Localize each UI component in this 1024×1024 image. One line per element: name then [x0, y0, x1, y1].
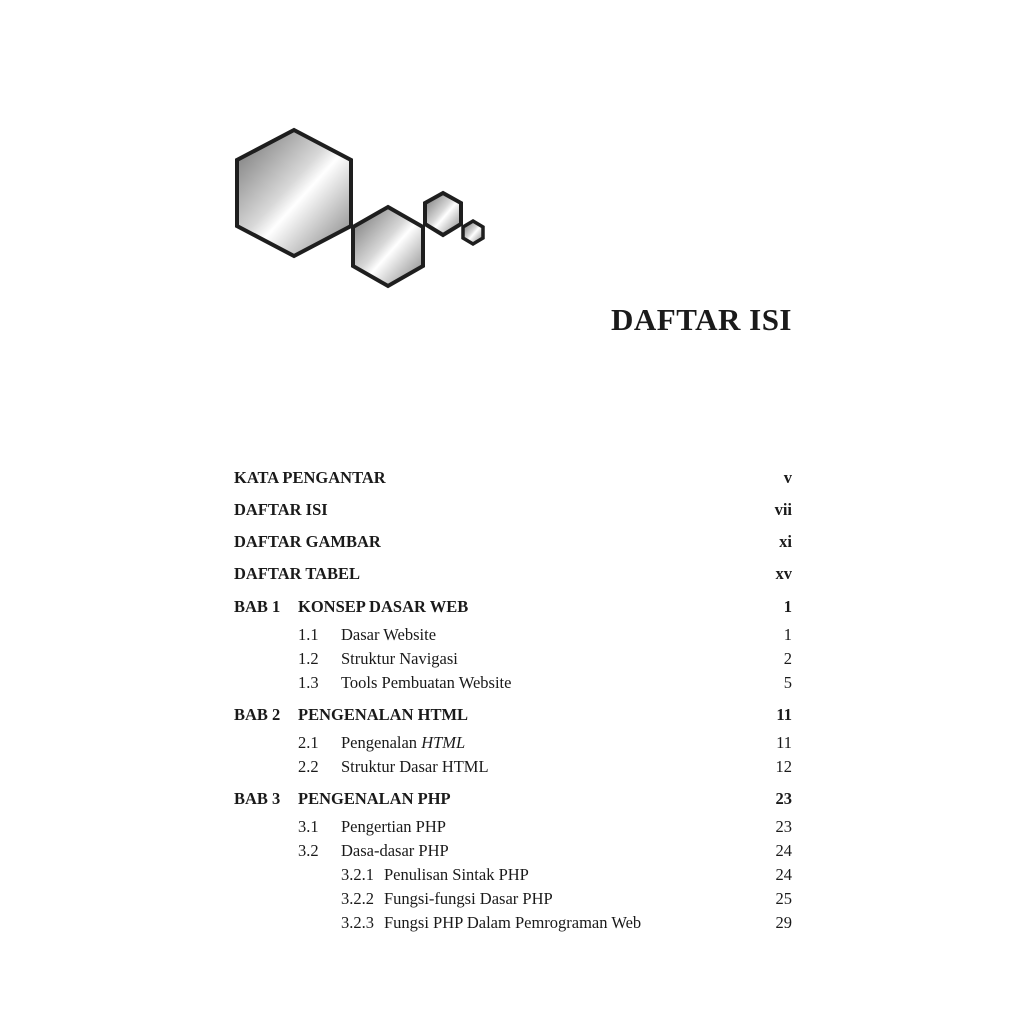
toc-entry-label: KATA PENGANTAR	[234, 468, 386, 487]
toc-entry-daftar-gambar[interactable]	[234, 530, 792, 554]
hexagon-medium	[353, 207, 423, 286]
hexagon-tiny	[463, 221, 483, 244]
section-number: 1.3	[298, 673, 319, 692]
toc-entry-daftar-tabel[interactable]	[234, 562, 792, 586]
section-title: Dasa-dasar PHP	[341, 841, 449, 860]
toc-page-number: 25	[775, 889, 792, 908]
toc-page-number: 29	[775, 913, 792, 932]
toc-page-number: xv	[775, 564, 792, 583]
toc-chapter-1[interactable]	[234, 595, 792, 619]
toc-section-2-1[interactable]	[234, 731, 792, 755]
page-title: DAFTAR ISI	[611, 302, 792, 337]
hexagon-large	[237, 130, 351, 256]
toc-chapter-2[interactable]	[234, 703, 792, 727]
toc-page-number: 24	[775, 841, 792, 860]
section-title: Pengertian PHP	[341, 817, 446, 836]
toc-section-2-2[interactable]	[234, 755, 792, 779]
section-title: Struktur Dasar HTML	[341, 757, 489, 776]
hexagon-small	[425, 193, 461, 235]
toc-page-number: 2	[783, 649, 792, 668]
chapter-number: BAB 2	[234, 705, 281, 724]
chapter-number: BAB 3	[234, 789, 281, 808]
section-number: 2.1	[298, 733, 319, 752]
toc-page-number: v	[783, 468, 792, 487]
toc-page-number: vii	[774, 500, 792, 519]
toc-section-3-1[interactable]	[234, 815, 792, 839]
subsection-title: Fungsi PHP Dalam Pemrograman Web	[384, 913, 642, 932]
section-number: 2.2	[298, 757, 319, 776]
toc-page-number: xi	[779, 532, 792, 551]
subsection-number: 3.2.1	[341, 865, 374, 884]
toc-section-1-3[interactable]	[234, 671, 792, 695]
toc-entry-label: DAFTAR GAMBAR	[234, 532, 381, 551]
toc-section-1-2[interactable]	[234, 647, 792, 671]
section-title: Dasar Website	[341, 625, 437, 644]
toc-page-number: 11	[776, 705, 792, 724]
section-title: Struktur Navigasi	[341, 649, 458, 668]
toc-entry-label: DAFTAR TABEL	[234, 564, 361, 583]
toc-page-number: 1	[783, 597, 792, 616]
subsection-title: Fungsi-fungsi Dasar PHP	[384, 889, 553, 908]
toc-page-number: 1	[783, 625, 792, 644]
section-number: 3.2	[298, 841, 319, 860]
chapter-number: BAB 1	[234, 597, 281, 616]
toc-subsection-3-2-2[interactable]	[234, 887, 792, 911]
toc-entry-kata-pengantar[interactable]	[234, 466, 792, 490]
section-number: 3.1	[298, 817, 319, 836]
toc-subsection-3-2-1[interactable]	[234, 863, 792, 887]
toc-section-3-2[interactable]	[234, 839, 792, 863]
chapter-title: PENGENALAN HTML	[298, 705, 469, 724]
subsection-title: Penulisan Sintak PHP	[384, 865, 529, 884]
section-title-italic: HTML	[421, 733, 466, 752]
section-number: 1.1	[298, 625, 319, 644]
toc-entry-daftar-isi[interactable]	[234, 498, 792, 522]
toc-page-number: 5	[783, 673, 792, 692]
section-number: 1.2	[298, 649, 319, 668]
toc-entry-label: DAFTAR ISI	[234, 500, 328, 519]
toc-page-number: 12	[775, 757, 792, 776]
toc-page-number: 11	[776, 733, 792, 752]
chapter-title: PENGENALAN PHP	[298, 789, 451, 808]
toc-subsection-3-2-3[interactable]	[234, 911, 792, 935]
chapter-title: KONSEP DASAR WEB	[298, 597, 469, 616]
toc-page-number: 24	[775, 865, 792, 884]
subsection-number: 3.2.3	[341, 913, 374, 932]
toc-page-number: 23	[775, 789, 792, 808]
toc-chapter-3[interactable]	[234, 787, 792, 811]
toc-page-number: 23	[775, 817, 792, 836]
subsection-number: 3.2.2	[341, 889, 374, 908]
hexagon-cluster-icon	[232, 124, 492, 294]
section-title	[341, 731, 465, 755]
toc-section-1-1[interactable]	[234, 623, 792, 647]
section-title-prefix: Pengenalan	[341, 733, 422, 752]
section-title: Tools Pembuatan Website	[341, 673, 512, 692]
